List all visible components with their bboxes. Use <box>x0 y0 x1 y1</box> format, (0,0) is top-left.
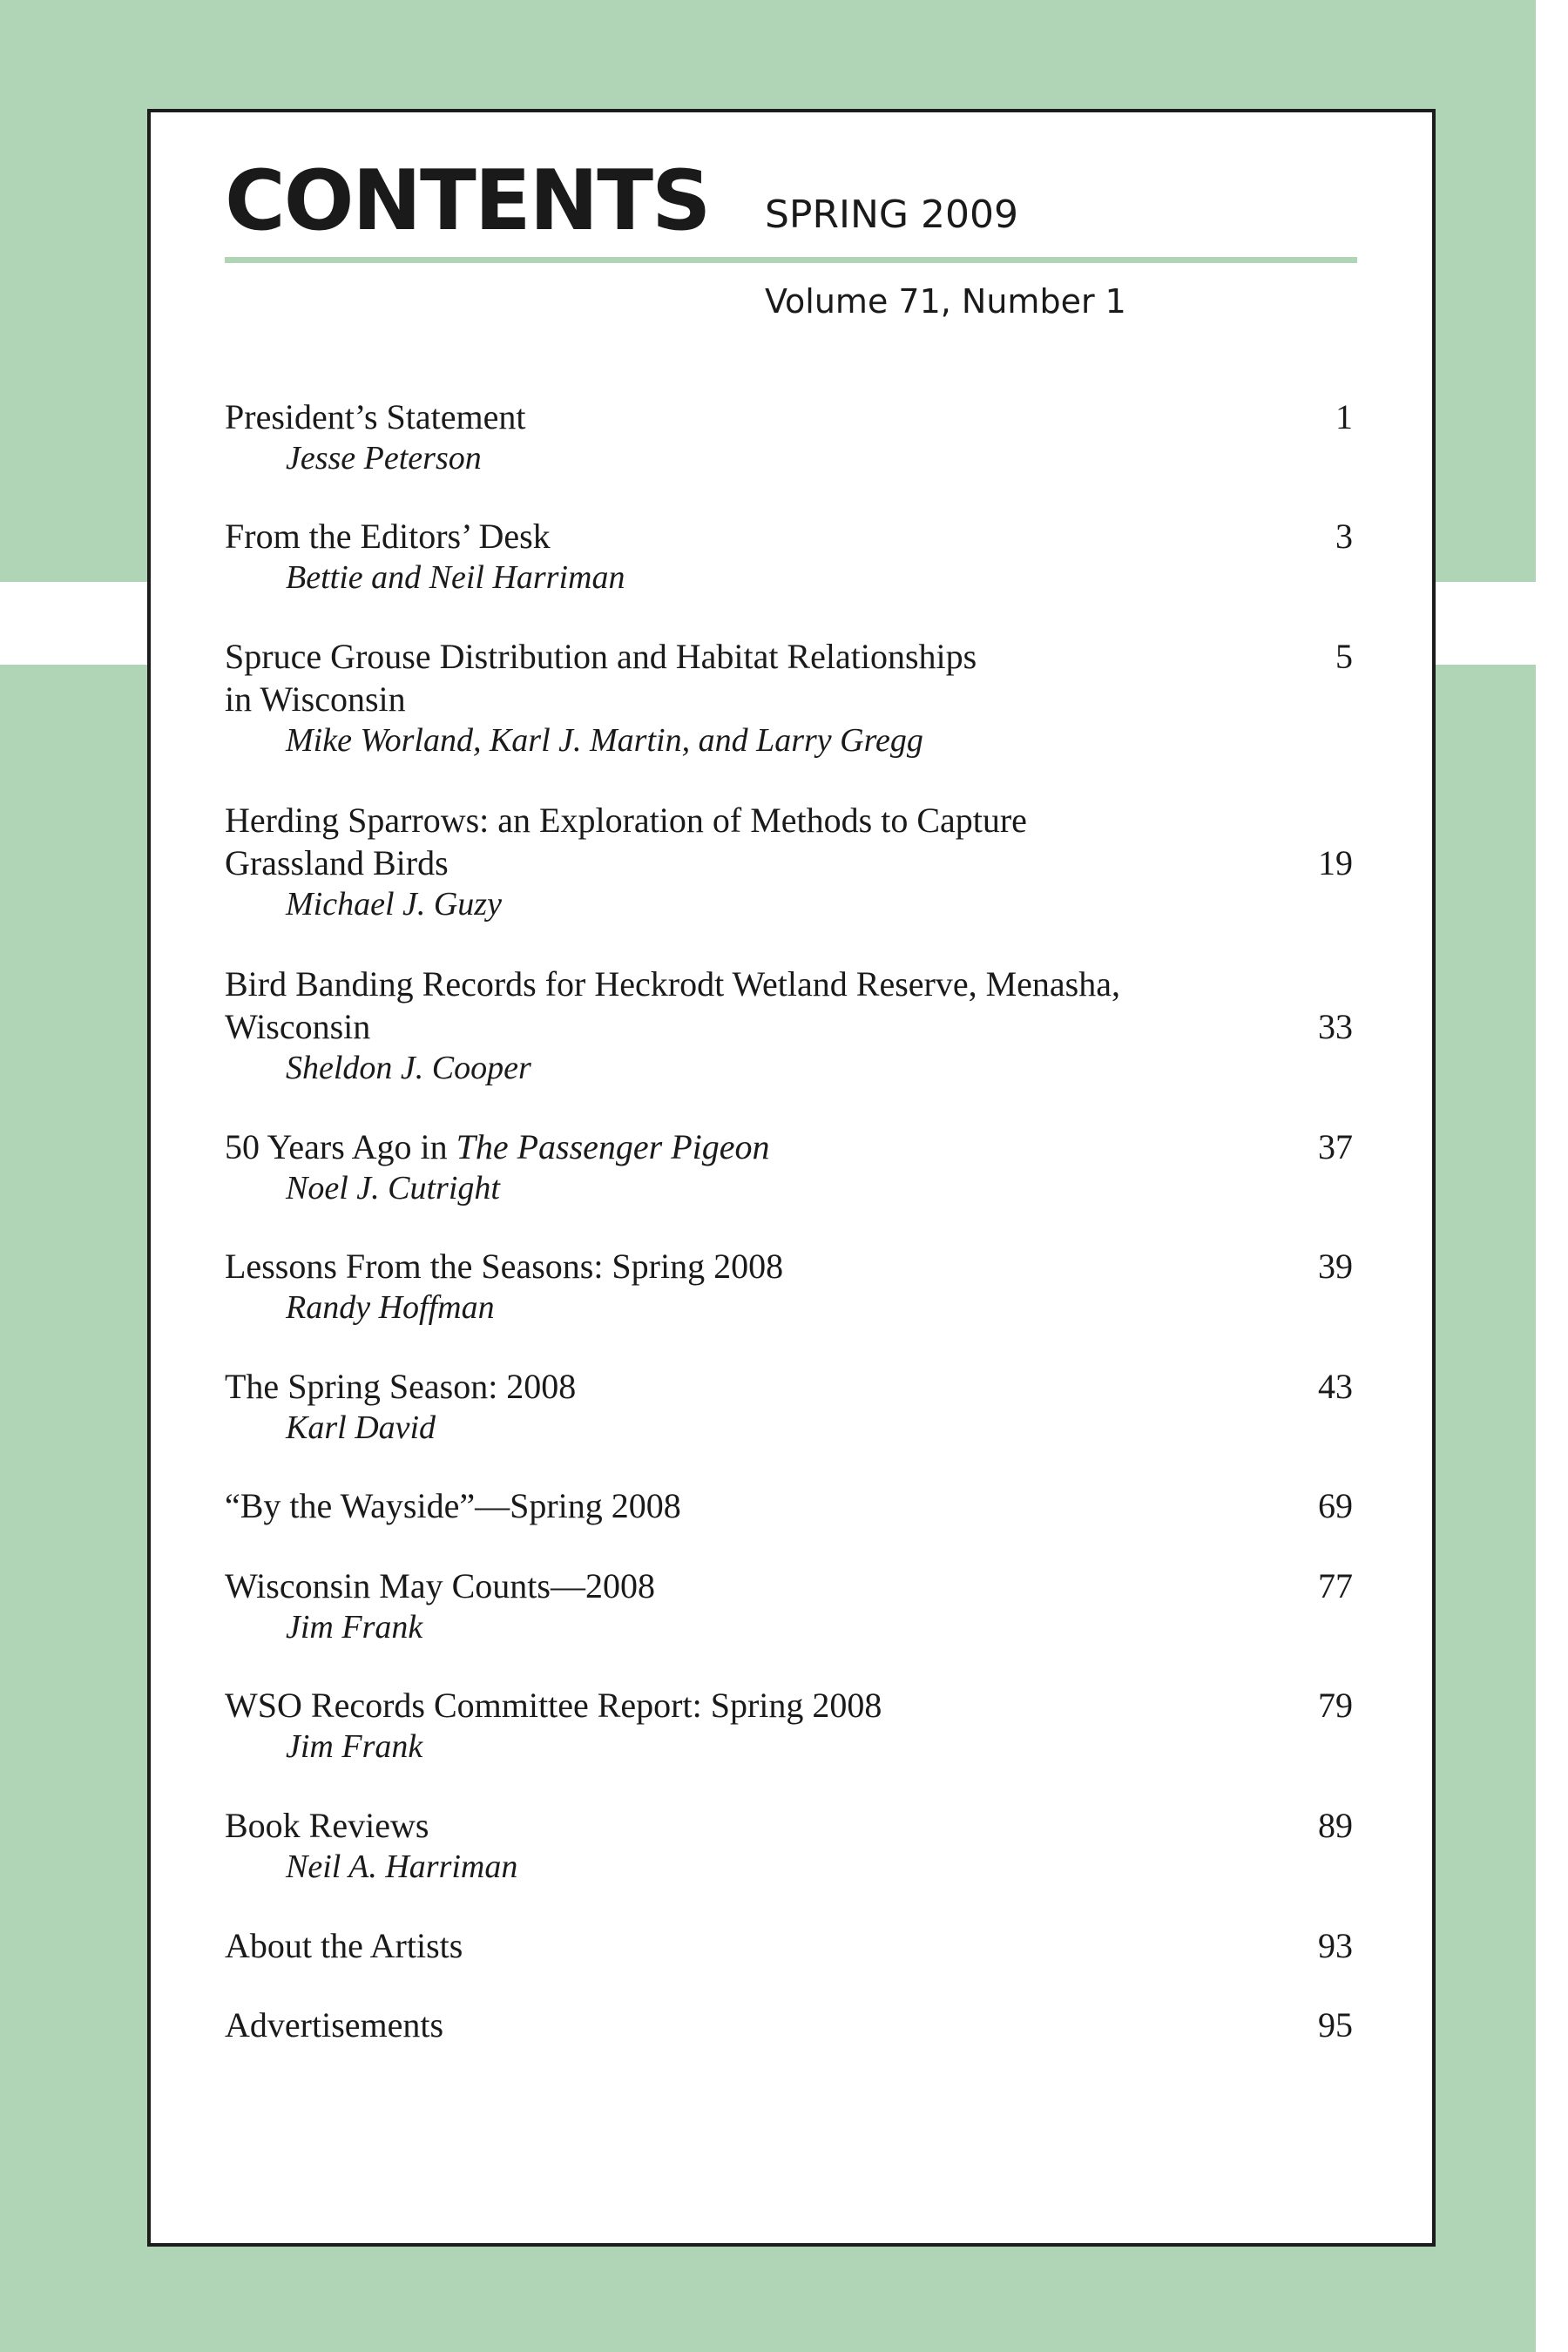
toc-entry[interactable] <box>225 1565 1357 1647</box>
toc-entry-title: The Spring Season: 2008 <box>225 1367 577 1406</box>
toc-entry-author: Mike Worland, Karl J. Martin, and Larry Gregg <box>286 722 923 759</box>
toc-entry-author: Jim Frank <box>286 1609 423 1646</box>
toc-entry-title: WSO Records Committee Report: Spring 2008 <box>225 1686 882 1725</box>
toc-entry-title: From the Editors’ Desk <box>225 517 551 556</box>
contents-panel <box>147 109 1436 2247</box>
toc-entry-page: 93 <box>1318 1926 1353 1965</box>
toc-entry[interactable] <box>225 1684 1357 1767</box>
toc-entry-title-line2: Wisconsin <box>225 1007 371 1046</box>
toc-entry-page: 77 <box>1318 1566 1353 1605</box>
toc-entry-title-line1: Spruce Grouse Distribution and Habitat Relationships <box>225 637 977 676</box>
toc-entry[interactable] <box>225 515 1357 598</box>
toc-entry-page: 43 <box>1318 1367 1353 1406</box>
toc-entry-title <box>225 1125 1261 1168</box>
toc-entry-author: Noel J. Cutright <box>286 1170 500 1206</box>
toc-entry-page: 33 <box>1318 1007 1353 1046</box>
toc-entry-page: 95 <box>1318 2005 1353 2044</box>
toc-entry[interactable] <box>225 395 1357 478</box>
toc-entry-title: About the Artists <box>225 1926 463 1965</box>
toc-entry-title: Lessons From the Seasons: Spring 2008 <box>225 1247 784 1286</box>
toc-entry-page: 39 <box>1318 1247 1353 1286</box>
toc-entry-title: Wisconsin May Counts—2008 <box>225 1566 655 1605</box>
toc-entry-title-line2: Grassland Birds <box>225 843 449 882</box>
toc-entry[interactable] <box>225 1245 1357 1328</box>
toc-entry[interactable] <box>225 799 1357 924</box>
toc-entry-page: 89 <box>1318 1806 1353 1845</box>
toc-entry-title: President’s Statement <box>225 397 526 436</box>
toc-entry-author: Jim Frank <box>286 1728 423 1765</box>
toc-entry-title: Book Reviews <box>225 1806 429 1845</box>
toc-entry-page: 19 <box>1318 843 1353 882</box>
toc-entry[interactable] <box>225 1484 1357 1527</box>
toc-entry[interactable] <box>225 1365 1357 1448</box>
issue-season: SPRING 2009 <box>765 193 1018 237</box>
toc-entry[interactable] <box>225 2004 1357 2046</box>
toc-entry[interactable] <box>225 635 1357 760</box>
page-title: CONTENTS <box>225 153 710 249</box>
toc-entry-author: Karl David <box>286 1409 436 1446</box>
toc-entry-page: 1 <box>1335 397 1353 436</box>
contents-header <box>225 153 1357 262</box>
toc-entry-page: 37 <box>1318 1127 1353 1166</box>
toc-entry[interactable] <box>225 1804 1357 1887</box>
toc-entry[interactable] <box>225 1924 1357 1967</box>
background-right-margin <box>1536 0 1568 2352</box>
toc-entry[interactable] <box>225 1125 1357 1208</box>
toc-entry-author: Michael J. Guzy <box>286 886 502 923</box>
toc-entry-page: 5 <box>1335 637 1353 676</box>
toc-entry-title: Advertisements <box>225 2005 444 2044</box>
toc-entry-title-journal: The Passenger Pigeon <box>456 1127 770 1166</box>
toc-entry-page: 79 <box>1318 1686 1353 1725</box>
toc-entry-page: 3 <box>1335 517 1353 556</box>
toc-entry-author: Sheldon J. Cooper <box>286 1050 531 1086</box>
toc-entry[interactable] <box>225 963 1357 1088</box>
toc-entry-title-line2: in Wisconsin <box>225 679 406 719</box>
toc-entry-author: Bettie and Neil Harriman <box>286 559 625 596</box>
toc-entry-title-line1: Herding Sparrows: an Exploration of Methods to Capture <box>225 801 1027 840</box>
toc-entry-title-prefix: 50 Years Ago in <box>225 1127 456 1166</box>
toc-entry-author: Neil A. Harriman <box>286 1848 518 1885</box>
toc-entry-author: Randy Hoffman <box>286 1289 495 1326</box>
toc-entry-title: “By the Wayside”—Spring 2008 <box>225 1486 681 1525</box>
toc-entry-page: 69 <box>1318 1486 1353 1525</box>
toc-entry-title-line1: Bird Banding Records for Heckrodt Wetland Reserve, Menasha, <box>225 964 1120 1004</box>
volume-number: Volume 71, Number 1 <box>765 282 1126 321</box>
header-rule <box>225 257 1357 263</box>
toc-entry-author: Jesse Peterson <box>286 440 482 476</box>
